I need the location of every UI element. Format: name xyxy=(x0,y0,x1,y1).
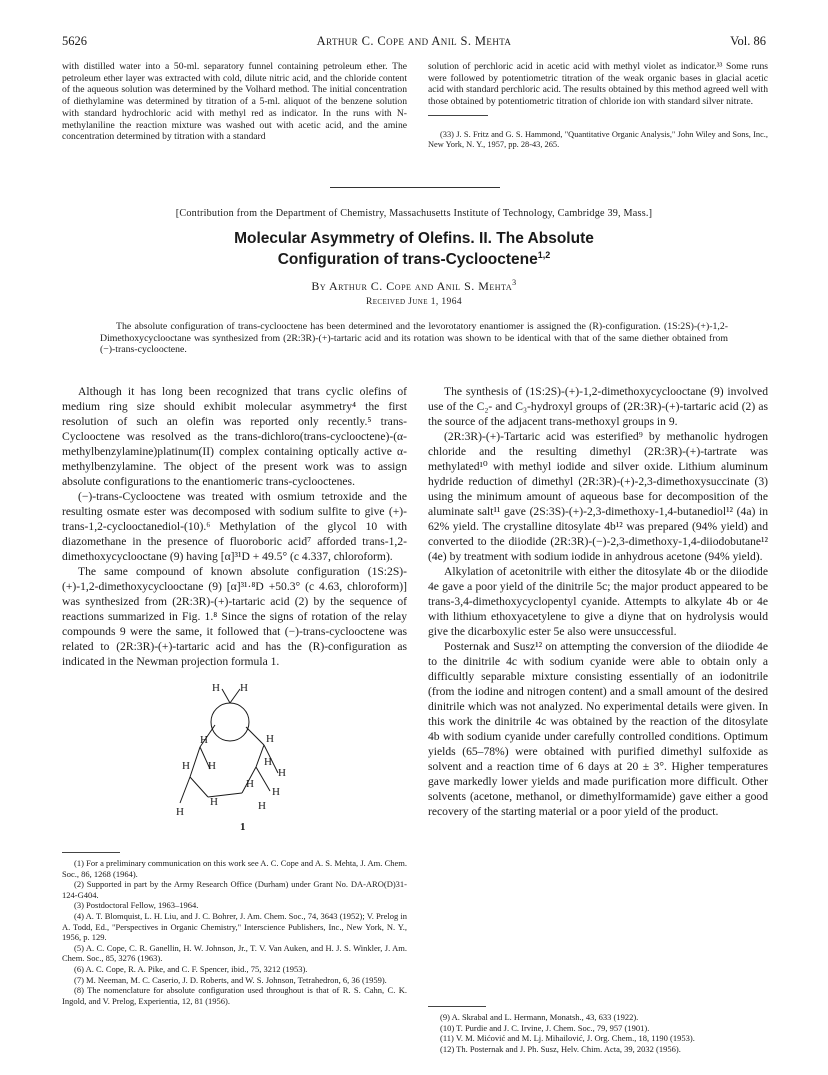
newman-ring xyxy=(211,703,249,741)
hydrogen-label: H xyxy=(258,800,266,812)
hydrogen-label: H xyxy=(278,767,286,779)
body-paragraph: (2R:3R)-(+)-Tartaric acid was esterified⁹ by methanolic hydrogen chloride and the resulting dimethyl (2R:3R)-(+)-tartrate was methylated¹⁰ with methyl iodide and silver oxide. Lithium aluminum hydride reduction of dimethyl (2R:3R)-(+)-2,3-dimethoxysuccinate (3) using the minimum amount of aqueous base for decomposition of the aluminate salt¹¹ gave (2S:3S)-(+)-2,3-dimethoxy-1,4-butanediol¹² (4a) in 62% yield. The crystalline ditosylate 4b¹² was prepared (94% yield) and converted to the diiodide (2R:3R)-(−)-2,3-dimethoxy-1,4-diiodobutane¹² (4e) by treatment with sodium iodide in anhydrous acetone (94% yield). xyxy=(428,430,768,563)
footnote: (6) A. C. Cope, R. A. Pike, and C. F. Spencer, ibid., 75, 3212 (1953). xyxy=(74,963,308,974)
footnote: (3) Postdoctoral Fellow, 1963–1964. xyxy=(74,900,199,911)
article-title-line-2 xyxy=(0,250,828,269)
body-paragraph: Posternak and Susz¹² on attempting the conversion of the diiodide 4e to the dinitrile 4c with sodium cyanide were able to obtain only a difficultly separable mixture consisting essentially of an iodonitrile (from the iodine and nitrogen content) and a small amount of the desired dinitrile which was not analyzed. No experimental details were given. In this work the dinitrile 4c was obtained by the reaction of the ditosylate 4b with sodium cyanide under carefully controlled conditions. Optimum yields (65–78%) were obtained with purified dimethyl sulfoxide as solvent and a reaction time of 6 days at 20 ± 3°. Higher temperatures gave markedly lower yields and made purification more difficult. Other solvents (acetone, methanol, or dimethylformamide) gave either a good recovery of the starting material or a poor yield of the product. xyxy=(428,640,768,818)
body-paragraph: (−)-trans-Cyclooctene was treated with osmium tetroxide and the resulting osmate ester was decomposed with sodium sulfite to give (+)-trans-1,2-cyclooctanediol-(10).⁶ Methylation of the glycol 10 with diazomethane in the presence of fluoroboric acid⁷ afforded trans-1,2-dimethoxycyclooctane (9) having [α]³¹D + 49.5° (c 4.337, chloroform). xyxy=(62,490,407,563)
body-column-right xyxy=(428,384,768,819)
continued-paragraph-left: with distilled water into a 50-ml. separatory funnel containing petroleum ether. The petroleum ether layer was extracted with cold, dilute nitric acid, and the chloride content of the aqueous solution was determined by the Volhard method. The initial concentration of diethylamine was determined by titration of a 5-ml. aliquot of the benzene solution with standard hydrochloric acid with methyl red as indicator. In the runs with N-methylaniline the reaction mixture was washed out with acetic acid, and the amine concentration determined by titration with a standard xyxy=(62,61,407,143)
hydrogen-label: H xyxy=(208,760,216,772)
hydrogen-label: H xyxy=(264,756,272,768)
footnote: (12) Th. Posternak and J. Ph. Susz, Helv. Chim. Acta, 39, 2032 (1956). xyxy=(440,1043,681,1054)
contribution-line: [Contribution from the Department of Chemistry, Massachusetts Institute of Technology, Cambridge 39, Mass.] xyxy=(175,208,653,219)
abstract: The absolute configuration of trans-cyclooctene has been determined and the levorotatory enantiomer is assigned the (R)-configuration. (1S:2S)-(+)-1,2-Dimethoxycyclooctane was synthesized from (2R:3R)-(+)-tartaric acid and its rotation was shown to be identical with that of the same diether obtained from (−)-trans-cyclooctene. xyxy=(100,321,728,356)
hydrogen-label: H xyxy=(212,682,220,694)
footnote: (8) The nomenclature for absolute configuration used throughout is that of R. S. Cahn, C. K. Ingold, and V. Prelog, Experientia, 12, 81 (1956). xyxy=(62,985,407,1006)
byline-text: By Arthur C. Cope and Anil S. Mehta xyxy=(311,279,513,293)
footnote: (5) A. C. Cope, C. R. Ganellin, H. W. Johnson, Jr., T. V. Van Auken, and H. J. S. Winkler, J. Am. Chem. Soc., 85, 3276 (1963). xyxy=(62,942,407,964)
continued-column-right xyxy=(428,61,768,151)
hydrogen-label: H xyxy=(176,806,184,818)
body-paragraph: Although it has long been recognized that trans cyclic olefins of medium ring size should exhibit molecular asymmetry⁴ the first resolution of such an olefin was reported only recently.⁵ trans-Cyclooctene was resolved as the trans-dichloro(trans-cyclooctene)-(α-methylbenzylamine)platinum(II) complex containing optically active α-methylbenzylamine. The object of the present work was to assign absolute configurations to the enantiomeric trans-cyclooctenes. xyxy=(62,385,407,488)
article-separator-rule xyxy=(330,187,500,188)
footnote: (7) M. Neeman, M. C. Caserio, J. D. Roberts, and W. S. Johnson, Tetrahedron, 6, 36 (1959). xyxy=(74,974,387,985)
newman-projection-figure xyxy=(160,645,330,850)
received-date: Received June 1, 1964 xyxy=(365,297,462,307)
footnotes-left xyxy=(62,858,407,1006)
byline xyxy=(0,278,828,294)
body-column-left xyxy=(62,384,407,669)
running-header xyxy=(62,34,766,50)
body-paragraph: Alkylation of acetonitrile with either the ditosylate 4b or the diiodide 4e gave a poor yield of the dinitrile 5c; the major product appeared to be trans-3,4-dimethoxycyclopentyl cyanide. Attempts to alkylate 4b or 4e with lithium ethoxyacetylene to give a diyne that on hydrolysis would give the dicarboxylic ester 5e also were unsuccessful. xyxy=(428,565,768,638)
newman-projection-drawing xyxy=(160,645,330,850)
footnote: (4) A. T. Blomquist, L. H. Liu, and J. C. Bohrer, J. Am. Chem. Soc., 74, 3643 (1952); V. Prelog in A. Todd, Ed., "Perspectives in Organic Chemistry," Interscience Publishers, Inc., New York, N. Y., 1956, p. 129. xyxy=(62,910,407,943)
footnote: (10) T. Purdie and J. C. Irvine, J. Chem. Soc., 79, 957 (1901). xyxy=(440,1022,650,1033)
compound-number-label: 1 xyxy=(240,821,246,833)
hydrogen-label: H xyxy=(210,796,218,808)
hydrogen-label: H xyxy=(246,778,254,790)
footnote-rule-right xyxy=(428,1006,486,1007)
running-authors: Arthur C. Cope and Anil S. Mehta xyxy=(316,34,512,48)
article-title-line-1: Molecular Asymmetry of Olefins. II. The Absolute xyxy=(234,230,594,247)
footnote: (11) V. M. Mićović and M. Lj. Mihailović, J. Org. Chem., 18, 1190 (1953). xyxy=(440,1033,695,1044)
hydrogen-label: H xyxy=(200,734,208,746)
hydrogen-label: H xyxy=(266,733,274,745)
hydrogen-label: H xyxy=(240,682,248,694)
hydrogen-label: H xyxy=(182,760,190,772)
byline-footnote-mark: 3 xyxy=(512,278,517,287)
hydrogen-label: H xyxy=(272,786,280,798)
footnote-rule-left xyxy=(62,852,120,853)
volume-number: Vol. 86 xyxy=(730,34,766,48)
body-paragraph: The synthesis of (1S:2S)-(+)-1,2-dimethoxycyclooctane (9) involved use of the C₂- and C₃-hydroxyl groups of (2R:3R)-(+)-tartaric acid (2) as the source of the adjacent trans-methoxyl groups in 9. xyxy=(428,385,768,428)
footnote: (1) For a preliminary communication on this work see A. C. Cope and A. S. Mehta, J. Am. Chem. Soc., 86, 1268 (1964). xyxy=(62,858,407,879)
footnote: (9) A. Skrabal and L. Hermann, Monatsh., 43, 633 (1922). xyxy=(440,1012,639,1022)
footnote-33: (33) J. S. Fritz and G. S. Hammond, "Quantitative Organic Analysis," John Wiley and Sons, Inc., New York, N. Y., 1957, pp. 28-43, 265. xyxy=(428,129,768,150)
title-line-2-text: Configuration of trans-Cyclooctene xyxy=(277,251,538,269)
footnotes-right xyxy=(428,1012,768,1054)
continued-paragraph-right: solution of perchloric acid in acetic acid with methyl violet as indicator.³³ Some runs were followed by potentiometric titration of the weak organic bases in glacial acetic acid with standard perchloric acid. The results obtained by this method agreed well with those obtained by potentiometric titration of chloride ion with standard silver nitrate. xyxy=(428,61,768,108)
page-number: 5626 xyxy=(62,34,87,48)
footnote: (2) Supported in part by the Army Research Office (Durham) under Grant No. DA-ARO(D)31-124-G404. xyxy=(62,879,407,900)
body-paragraph: The same compound of known absolute configuration (1S:2S)-(+)-1,2-dimethoxycyclooctane (9) [α]³¹·⁸D +50.3° (c 4.63, chloroform)] was synthesized from (2R:3R)-(+)-tartaric acid (2) by the sequence of reactions summarized in Fig. 1.⁸ Since the signs of rotation of the relay compounds 9 were the same, it followed that (−)-trans-cyclooctene was related to (2R:3R)-(+)-tartaric acid and has the (R)-configuration as indicated in the Newman projection formula 1. xyxy=(62,565,407,668)
title-footnote-marks: 1,2 xyxy=(537,250,551,260)
footnote-rule xyxy=(428,115,488,116)
